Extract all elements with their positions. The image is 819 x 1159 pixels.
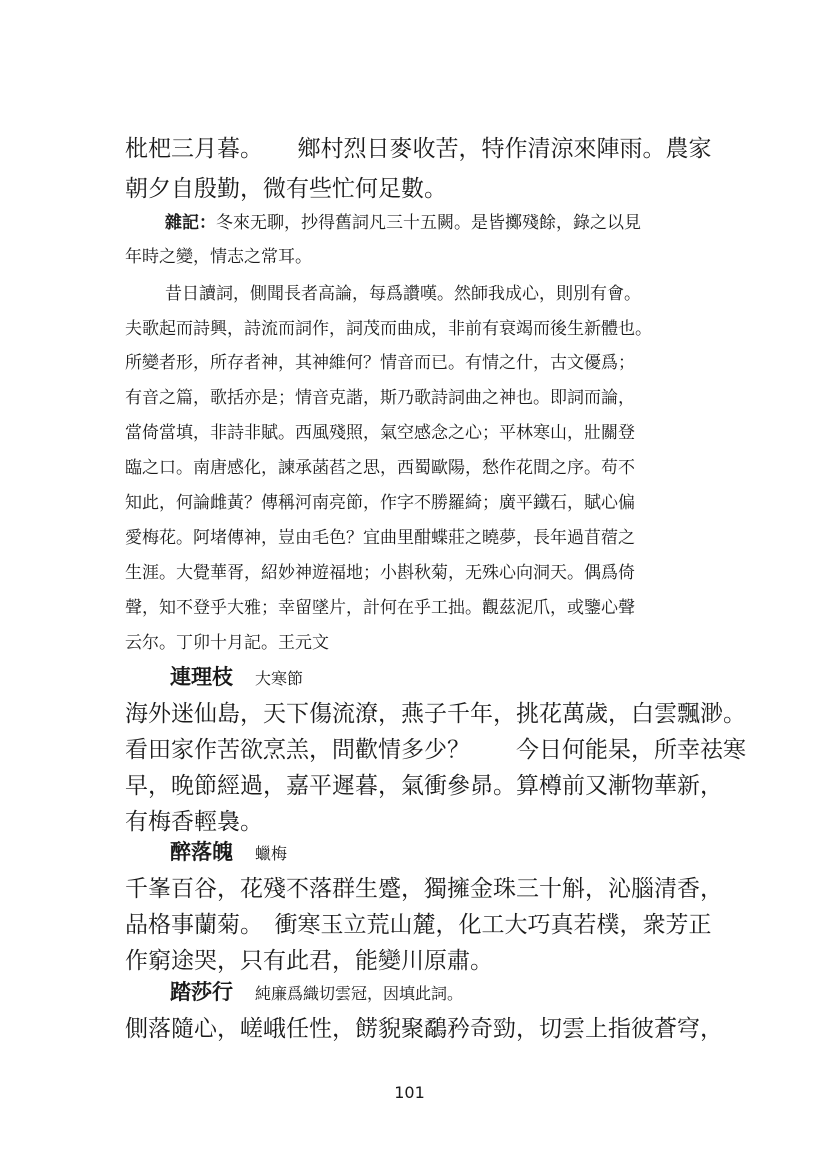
poem-line: 朝夕自殷勤，微有些忙何足數。 [125, 176, 447, 202]
poem-title: 踏莎行 [170, 979, 233, 1004]
poem-heading [170, 836, 287, 866]
page-number: 101 [394, 1083, 425, 1102]
note-first-line [165, 208, 641, 233]
poem-line: 有梅香輕裊。 [125, 809, 263, 835]
preface-line: 臨之口。南唐感化，諫承菡萏之思，西蜀歐陽，愁作花間之序。苟不 [125, 458, 635, 478]
note-text: 冬來无聊，抄得舊詞凡三十五闕。是皆擲殘餘，錄之以見 [216, 213, 641, 233]
poem-line: 海外迷仙島，天下傷流潦，燕子千年，挑花萬歲，白雲飄渺。 [125, 701, 746, 727]
poem-line: 側落隨心，嵯峨任性，餝貎聚鷸矜奇勁，切雲上指彼蒼穹， [125, 1016, 723, 1042]
poem-line: 看田家作苦欲烹羔，問歡情多少？ 今日何能杲，所幸祛寒 [125, 737, 746, 763]
poem-line: 早，晚節經過，嘉平遲暮，氣衝參昴。算樽前又漸物華新， [125, 773, 723, 799]
preface-line: 云尔。丁卯十月記。王元文 [125, 633, 329, 653]
poem-line: 品格事蘭菊。 衝寒玉立荒山麓，化工大巧真若樸，衆芳正 [125, 912, 712, 938]
poem-subtitle: 純廉爲織切雲冠，因填此詞。 [255, 984, 464, 1003]
note-line: 年時之變，情志之常耳。 [125, 247, 312, 267]
poem-heading [170, 976, 463, 1006]
note-label: 雜記： [165, 213, 216, 233]
preface-line: 夫歌起而詩興，詩流而詞作，詞茂而曲成，非前有衰竭而後生新體也。 [125, 319, 652, 339]
poem-subtitle: 大寒節 [255, 669, 304, 688]
poem-line: 枇杷三月暮。 鄉村烈日麥收苦，特作清涼來陣雨。農家 [125, 136, 712, 162]
poem-line: 作窮途哭，只有此君，能變川原肅。 [125, 948, 493, 974]
preface-line: 昔日讀詞，側聞長者高論，每爲讚嘆。然師我成心，則別有會。 [165, 284, 641, 304]
preface-line: 聲，知不登乎大雅；幸留墜片，計何在乎工拙。觀茲泥爪，或鑒心聲 [125, 598, 635, 618]
poem-line: 千峯百谷，花殘不落群生蹙，獨擁金珠三十斛，沁腦清香， [125, 876, 723, 902]
preface-line: 愛梅花。阿堵傳神，豈由毛色？宜曲里酣蝶莊之曉夢，長年過苜蓿之 [125, 528, 635, 548]
preface-line: 知此，何論雌黃？傳稱河南亮節，作字不勝羅綺；廣平鐵石，賦心偏 [125, 493, 635, 513]
preface-line: 生涯。大覺華胥，紹妙神遊福地；小斟秋菊，无殊心向洞天。偶爲倚 [125, 563, 635, 583]
poem-subtitle: 蠟梅 [255, 844, 288, 863]
poem-heading [170, 661, 303, 691]
poem-title: 連理枝 [170, 664, 233, 689]
preface-line: 當倚當填，非詩非賦。西風殘照，氣空感念之心；平林寒山，壯關登 [125, 423, 635, 443]
preface-line: 所變者形，所存者神，其神維何？情音而已。有情之什，古文優爲； [125, 353, 635, 373]
poem-title: 醉落魄 [170, 839, 233, 864]
preface-line: 有音之篇，歌括亦是；情音克諧，斯乃歌詩詞曲之神也。即詞而論， [125, 388, 635, 408]
